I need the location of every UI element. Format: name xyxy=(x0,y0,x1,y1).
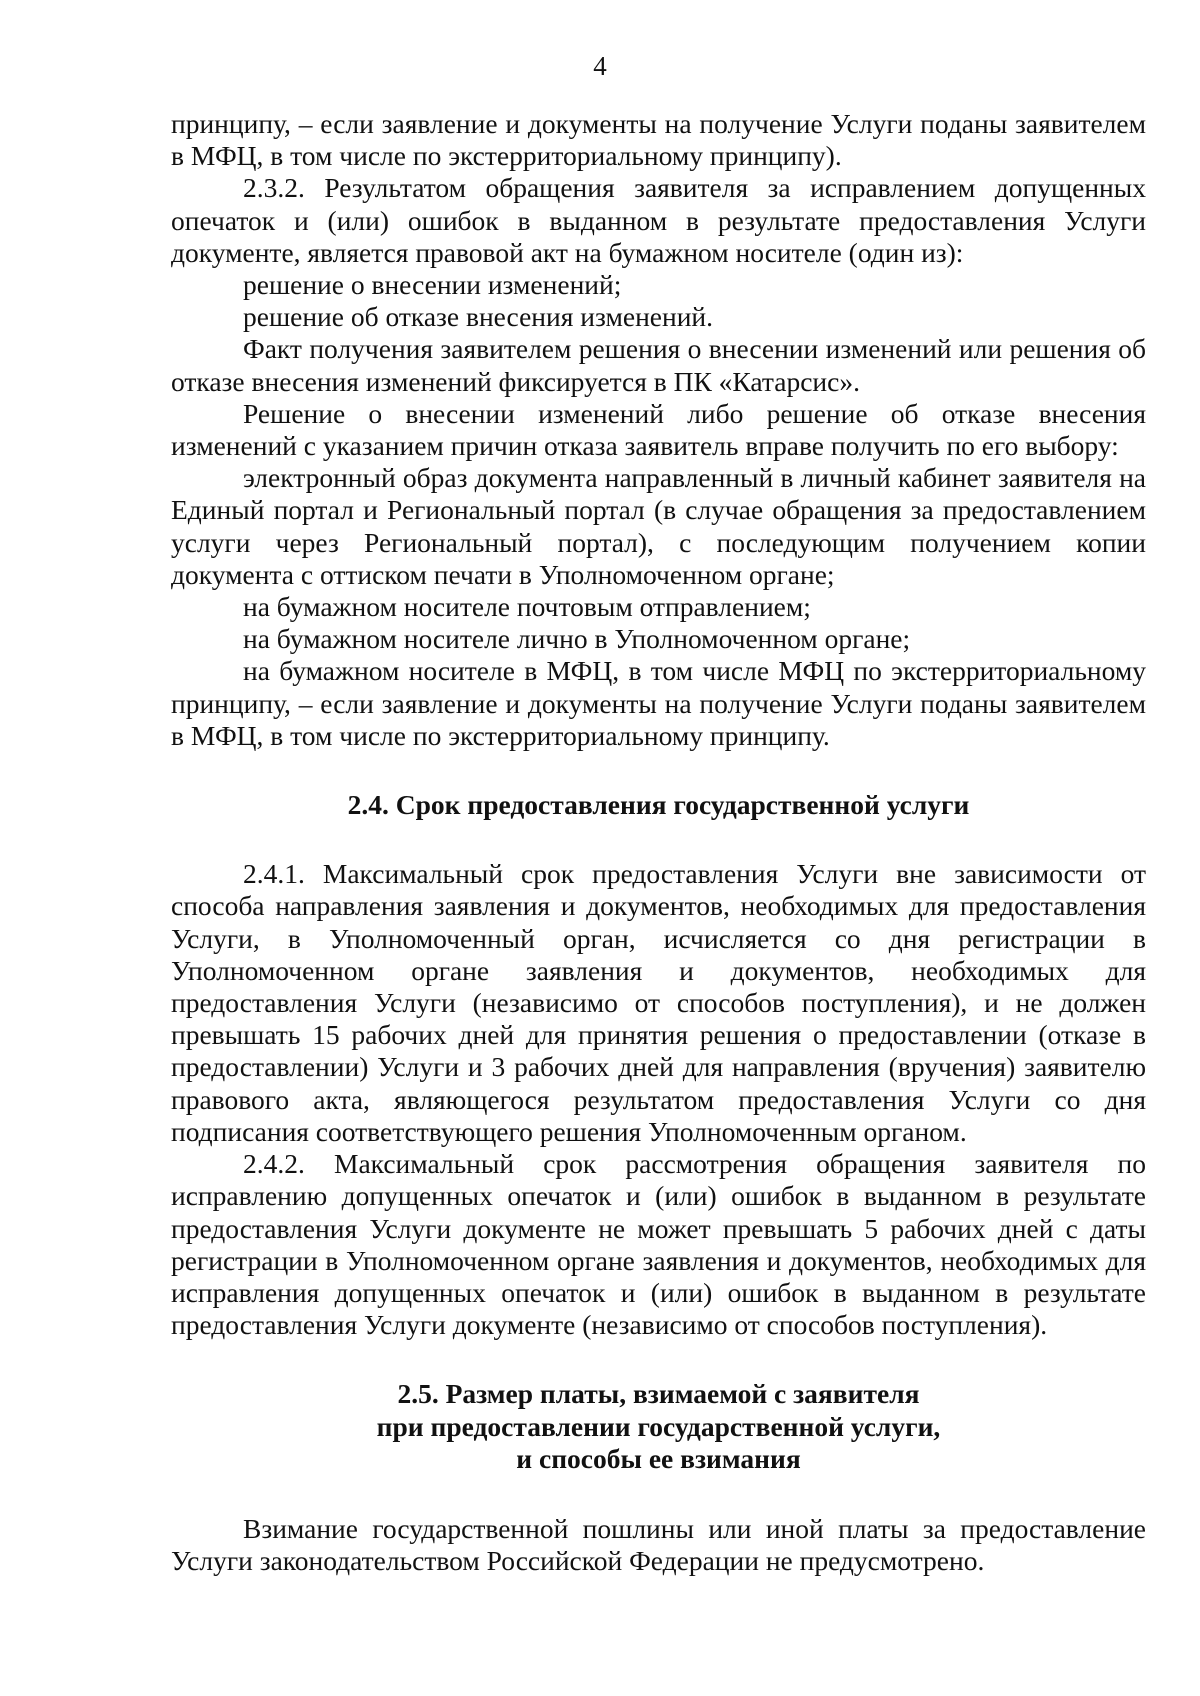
section-heading-2-5-line-3: и способы ее взимания xyxy=(516,1442,801,1474)
paragraph-fact-recorded: Факт получения заявителем решения о внесении изменений или решения об отказе внесения изменений фиксируется в ПК «Катарсис». xyxy=(171,333,1146,397)
list-item-in-person: на бумажном носителе лично в Уполномоченном органе; xyxy=(243,623,911,655)
paragraph-continuation: принципу, – если заявление и документы на получение Услуги поданы заявителем в МФЦ, в том числе по экстерриториальному принципу). xyxy=(171,108,1146,172)
section-heading-2-5 xyxy=(171,1378,1146,1475)
paragraph-2-4-1: 2.4.1. Максимальный срок предоставления Услуги вне зависимости от способа направления заявления и документов, необходимых для предоставления Услуги, в Уполномоченный орган, исчисляется со дня регистрации в Уполномоченном органе заявления и документов, необходимых для предоставления Услуги (независимо от способов поступления), и не должен превышать 15 рабочих дней для принятия решения о предоставлении (отказе в предоставлении) Услуги и 3 рабочих дней для направления (вручения) заявителю правового акта, являющегося результатом предоставления Услуги со дня подписания соответствующего решения Уполномоченным органом. xyxy=(171,858,1146,1147)
list-item-electronic-image: электронный образ документа направленный в личный кабинет заявителя на Единый портал и Региональный портал (в случае обращения за предоставлением услуги через Региональный портал), с последующим получением копии документа с оттиском печати в Уполномоченном органе; xyxy=(171,462,1146,590)
section-heading-2-5-line-1: 2.5. Размер платы, взимаемой с заявителя xyxy=(397,1378,920,1410)
paragraph-2-4-2: 2.4.2. Максимальный срок рассмотрения обращения заявителя по исправлению допущенных опечаток и (или) ошибок в выданном в результате предоставления Услуги документе не может превышать 5 рабочих дней с даты регистрации в Уполномоченном органе заявления и документов, необходимых для исправления допущенных опечаток и (или) ошибок в выданном в результате предоставления Услуги документе (независимо от способов поступления). xyxy=(171,1148,1146,1341)
paragraph-decision-receipt: Решение о внесении изменений либо решение об отказе внесения изменений с указанием причин отказа заявитель вправе получить по его выбору: xyxy=(171,397,1146,462)
list-item-decision-changes: решение о внесении изменений; xyxy=(243,269,622,301)
section-heading-2-4: 2.4. Срок предоставления государственной услуги xyxy=(347,789,970,821)
section-heading-2-5-line-2: при предоставлении государственной услуги, xyxy=(376,1410,941,1442)
page-number: 4 xyxy=(593,51,607,81)
document-body xyxy=(171,108,1146,1577)
paragraph-fee: Взимание государственной пошлины или иной платы за предоставление Услуги законодательством Российской Федерации не предусмотрено. xyxy=(171,1512,1146,1577)
list-item-postal: на бумажном носителе почтовым отправлением; xyxy=(243,591,811,623)
list-item-mfc: на бумажном носителе в МФЦ, в том числе МФЦ по экстерриториальному принципу, – если заявление и документы на получение Услуги поданы заявителем в МФЦ, в том числе по экстерриториальному принципу. xyxy=(171,655,1146,751)
list-item-decision-refusal: решение об отказе внесения изменений. xyxy=(243,301,714,333)
paragraph-2-3-2: 2.3.2. Результатом обращения заявителя за исправлением допущенных опечаток и (или) ошибок в выданном в результате предоставления Услуги документе, является правовой акт на бумажном носителе (один из): xyxy=(171,172,1146,268)
